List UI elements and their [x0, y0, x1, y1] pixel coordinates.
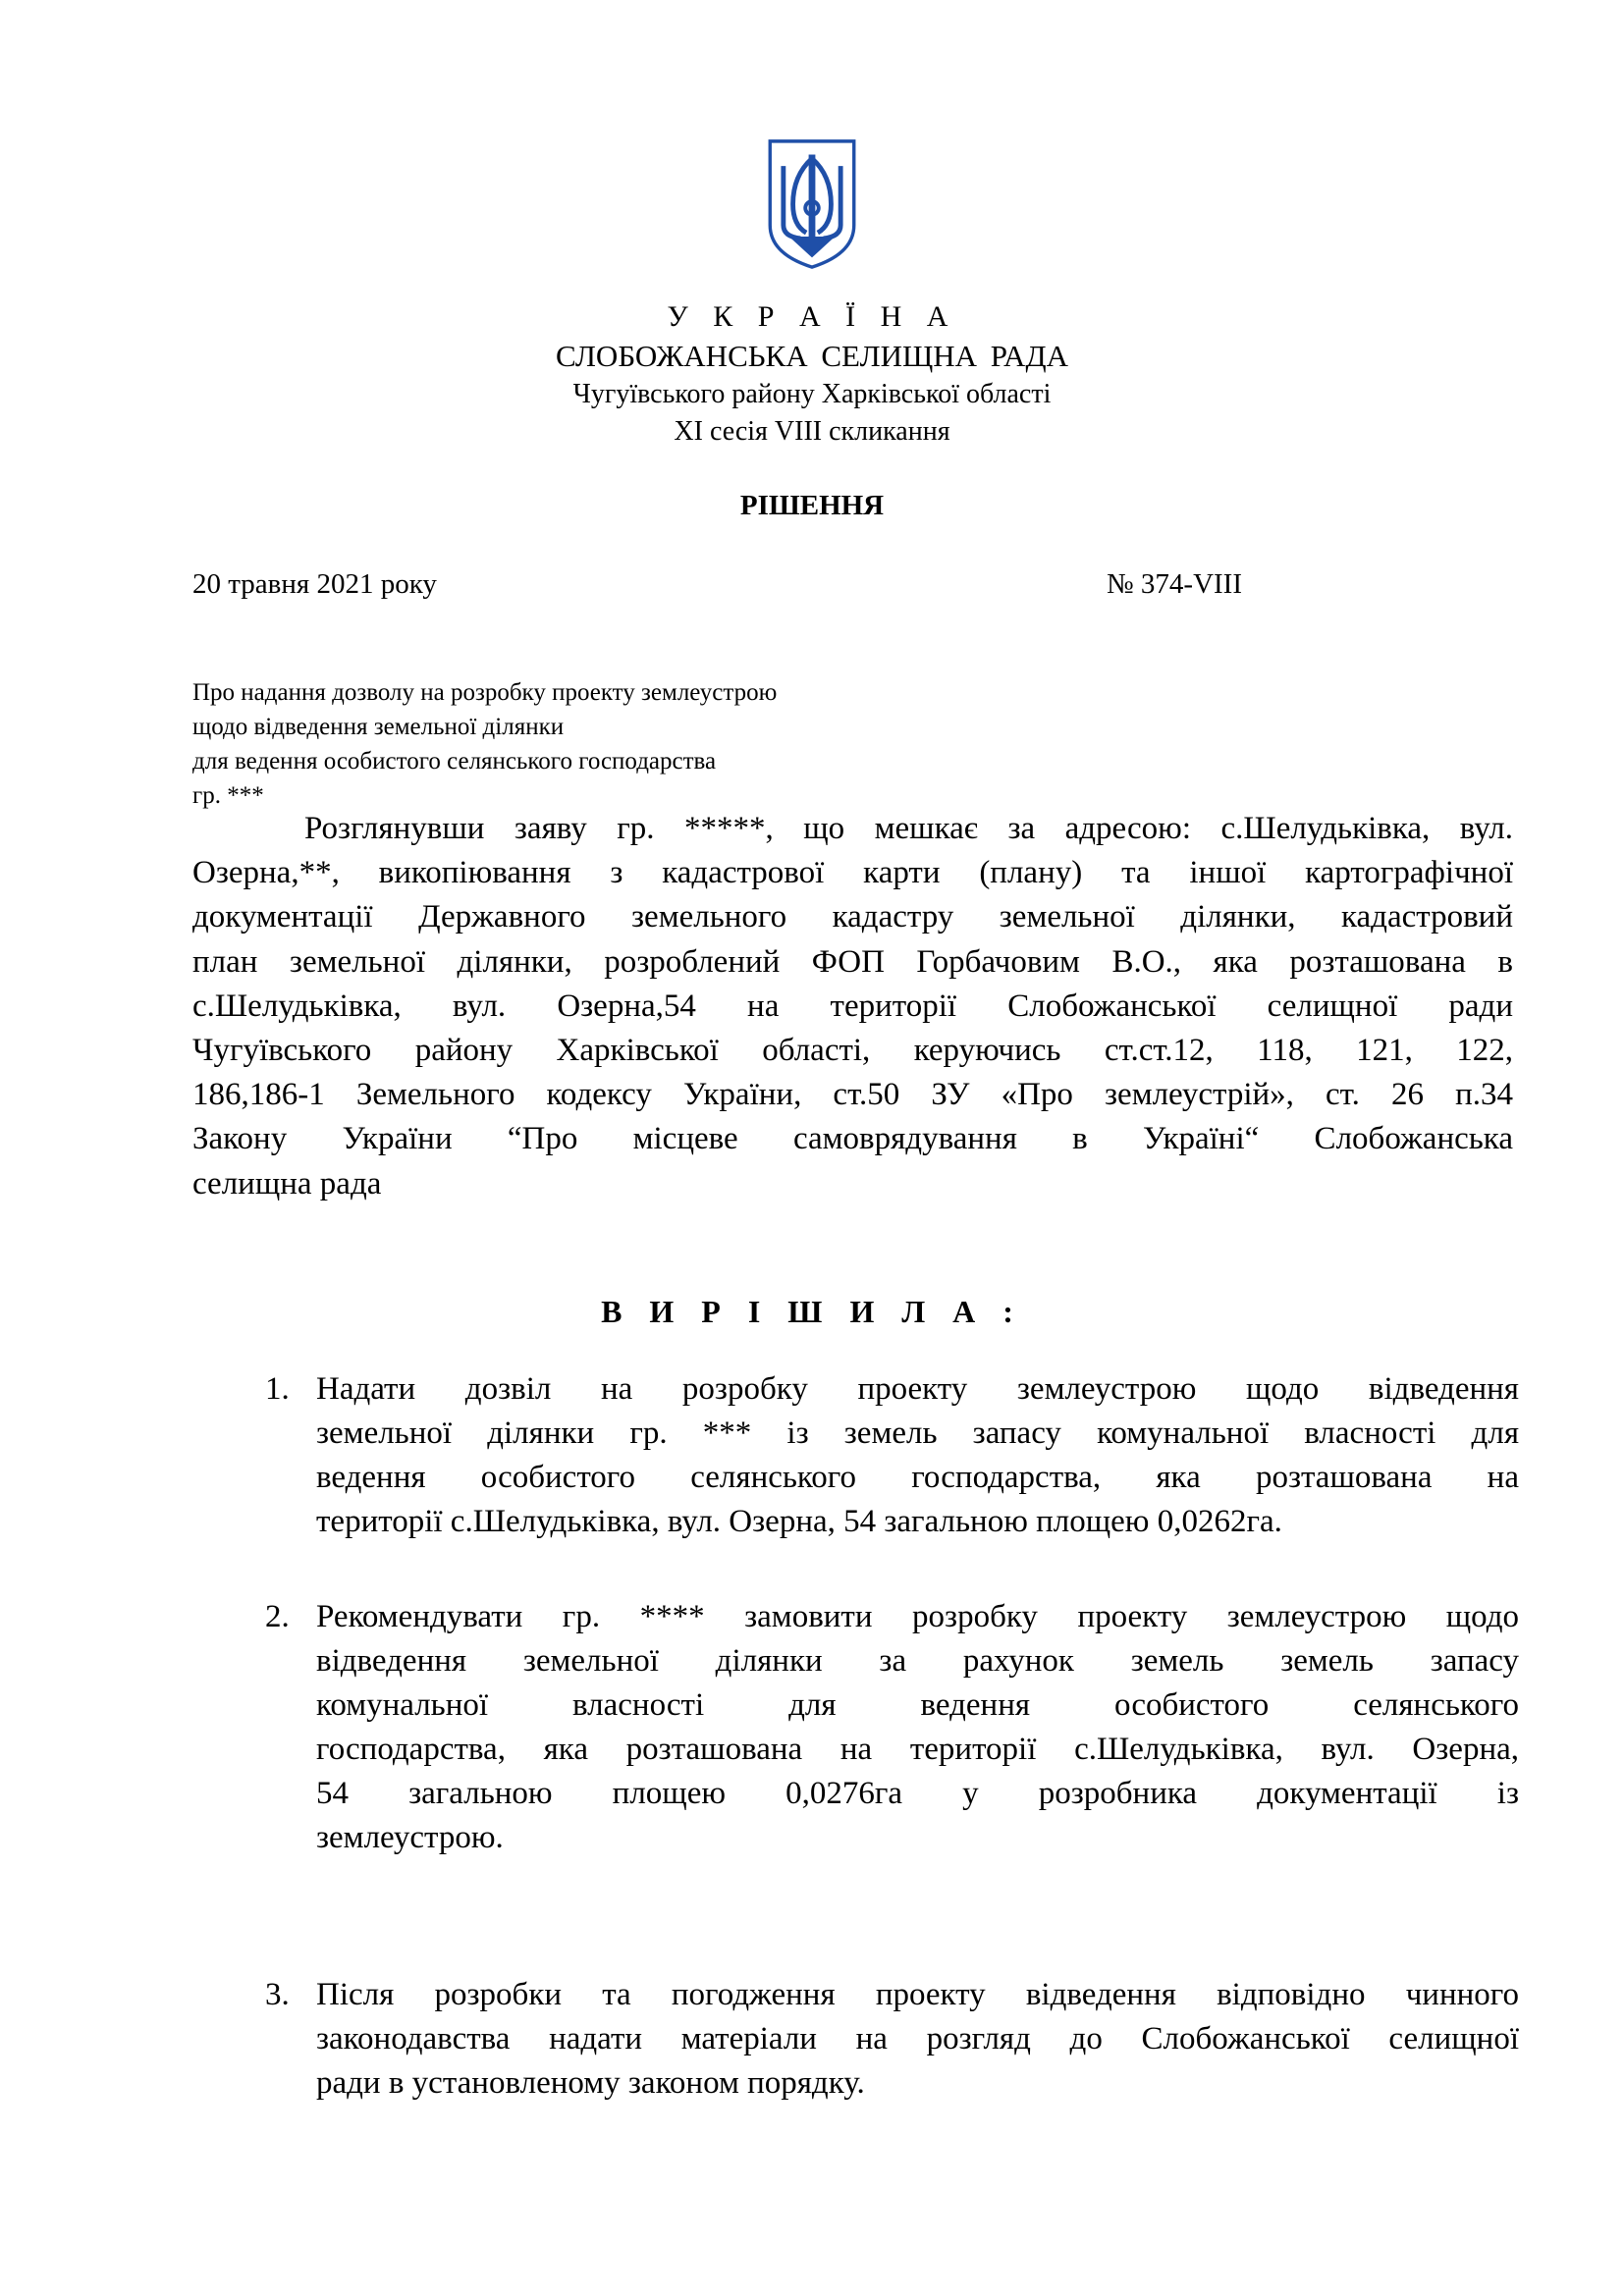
item-line: земельної ділянки гр. *** із земель запасу комунальної власності для	[316, 1415, 1519, 1451]
preamble-line: план земельної ділянки, розроблений ФОП Горбачовим В.О., яка розташована в	[192, 943, 1513, 980]
preamble-line: с.Шелудьківка, вул. Озерна,54 на території Слобожанської селищної ради	[192, 988, 1513, 1024]
item-line: Надати дозвіл на розробку проекту землеустрою щодо відведення	[316, 1371, 1519, 1407]
session-info: XI сесія VIII скликання	[674, 416, 950, 447]
item-line: ради в установленому законом порядку.	[316, 2065, 865, 2101]
decision-subject	[192, 675, 958, 813]
preamble-line: Закону України “Про місцеве самоврядування в Україні“ Слобожанська	[192, 1121, 1513, 1157]
item-number: 2.	[265, 1599, 290, 1634]
resolved-heading: В И Р І Ш И Л А :	[601, 1294, 1023, 1329]
item-text	[316, 1367, 1519, 1544]
council-name: СЛОБОЖАНСЬКА СЕЛИЩНА РАДА	[556, 339, 1068, 373]
coat-of-arms-icon	[764, 137, 860, 271]
item-number: 3.	[265, 1977, 290, 2012]
item-line: законодавства надати матеріали на розгляд до Слобожанської селищної	[316, 2021, 1519, 2056]
preamble-line: Чугуївського району Харківської області, керуючись ст.ст.12, 118, 121, 122,	[192, 1032, 1513, 1068]
decision-date: 20 травня 2021 року	[192, 568, 437, 600]
preamble-line: документації Державного земельного кадастру земельної ділянки, кадастровий	[192, 899, 1513, 935]
item-line: Після розробки та погодження проекту відведення відповідно чинного	[316, 1977, 1519, 2012]
item-text	[316, 1595, 1519, 1860]
item-line: комунальної власності для ведення особистого селянського	[316, 1687, 1519, 1723]
subject-line: щодо відведення земельної ділянки	[192, 714, 565, 740]
preamble-line: 186,186-1 Земельного кодексу України, ст.50 ЗУ «Про землеустрій», ст. 26 п.34	[192, 1077, 1513, 1113]
item-line: Рекомендувати гр. **** замовити розробку проекту землеустрою щодо	[316, 1599, 1519, 1634]
item-line: території с.Шелудьківка, вул. Озерна, 54 загальною площею 0,0262га.	[316, 1504, 1282, 1539]
subject-line: гр. ***	[192, 782, 264, 809]
preamble-paragraph	[192, 807, 1513, 1206]
subject-line: для ведення особистого селянського господарства	[192, 748, 717, 774]
item-number: 1.	[265, 1371, 290, 1407]
item-line: відведення земельної ділянки за рахунок земель земель запасу	[316, 1643, 1519, 1679]
document-title: РІШЕННЯ	[739, 490, 885, 521]
district-name: Чугуївського району Харківської області	[572, 379, 1052, 409]
decision-number: № 374-VIII	[1107, 568, 1242, 600]
item-line: землеустрою.	[316, 1820, 504, 1855]
country-name: У К Р А Ї Н А	[667, 300, 957, 333]
preamble-line: селищна рада	[192, 1165, 382, 1201]
subject-line: Про надання дозволу на розробку проекту землеустрою	[192, 679, 778, 706]
item-line: 54 загальною площею 0,0276га у розробника документації із	[316, 1776, 1519, 1811]
preamble-line: Озерна,**, викопіювання з кадастрової карти (плану) та іншої картографічної	[192, 855, 1513, 891]
item-text	[316, 1973, 1519, 2106]
item-line: ведення особистого селянського господарства, яка розташована на	[316, 1460, 1519, 1495]
preamble-line: Розглянувши заяву гр. *****, що мешкає за адресою: с.Шелудьківка, вул.	[304, 811, 1513, 846]
item-line: господарства, яка розташована на території с.Шелудьківка, вул. Озерна,	[316, 1732, 1519, 1767]
